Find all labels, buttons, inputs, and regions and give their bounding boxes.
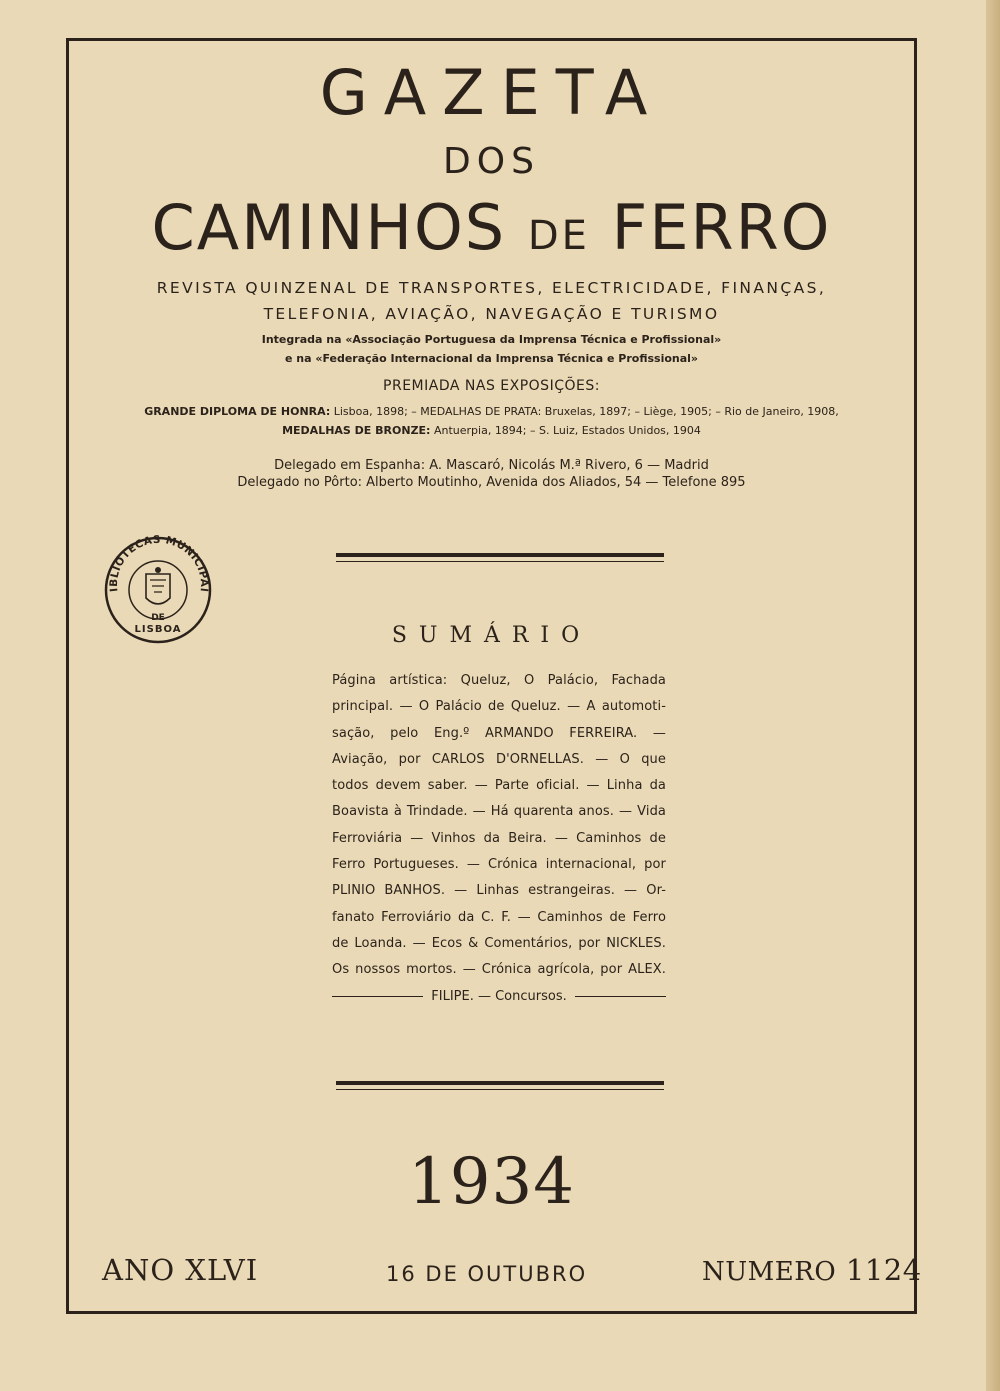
subtitle-line-1: REVISTA QUINZENAL DE TRANSPORTES, ELECTRICIDADE, FINANÇAS, [156, 279, 827, 297]
masthead-word-ferro: FERRO [611, 191, 832, 264]
awards-line-1-text: Lisboa, 1898; – MEDALHAS DE PRATA: Bruxelas, 1897; – Liège, 1905; – Rio de Janeiro, 1908, [333, 405, 839, 418]
summary-line: principal. — O Palácio de Queluz. — A automoti- [332, 699, 666, 715]
summary-heading: SUMÁRIO [391, 623, 592, 648]
summary-line: fanato Ferroviário da C. F. — Caminhos de Ferro [332, 909, 666, 925]
masthead-title-gazeta: GAZETA [319, 56, 664, 129]
issue-date: 16 DE OUTUBRO [386, 1262, 588, 1286]
masthead-word-caminhos: CAMINHOS [151, 191, 507, 264]
summary-line: Página artística: Queluz, O Palácio, Fachada [332, 673, 666, 688]
integration-line-2: e na «Federação Internacional da Imprensa Técnica e Profissional» [284, 352, 699, 365]
summary-line: todos devem saber. — Parte oficial. — Linha da [332, 778, 666, 794]
summary-line: Boavista à Trindade. — Há quarenta anos. — Vida [332, 804, 666, 820]
awards-line-2-text: Antuerpia, 1894; – S. Luiz, Estados Unidos, 1904 [433, 424, 701, 437]
subtitle-line-2: TELEFONIA, AVIAÇÃO, NAVEGAÇÃO E TURISMO [263, 305, 720, 323]
awards-line-1-label: GRANDE DIPLOMA DE HONRA: [144, 405, 331, 418]
summary-body [332, 668, 666, 1010]
rule-bottom-thin [336, 1089, 664, 1090]
stamp-city-text: LISBOA [134, 624, 182, 635]
summary-line: Ferro Portugueses. — Crónica internacional, por [332, 857, 666, 873]
page-edge [986, 0, 1000, 1391]
summary-line: PLINIO BANHOS. — Linhas estrangeiras. — Or- [332, 883, 666, 899]
summary-line: de Loanda. — Ecos & Comentários, por NICKLES. [332, 935, 666, 951]
summary-dash-right [575, 996, 666, 997]
summary-last-text: FILIPE. — Concursos. [431, 988, 567, 1004]
rule-top-thick [336, 553, 664, 557]
issue-year: 1934 [408, 1145, 575, 1219]
issue-number-value: 1124 [845, 1253, 922, 1287]
integration-line-1: Integrada na «Associação Portuguesa da Imprensa Técnica e Profissional» [261, 333, 722, 346]
awards-line-1 [66, 405, 917, 419]
awards-line-2-label: MEDALHAS DE BRONZE: [282, 424, 431, 437]
masthead-title-dos: DOS [443, 141, 540, 182]
awards-line-2 [66, 424, 917, 438]
issue-number [702, 1252, 922, 1290]
summary-line: Os nossos mortos. — Crónica agrícola, por ALEX. [332, 962, 666, 978]
summary-line: Aviação, por CARLOS D'ORNELLAS. — O que [332, 751, 666, 767]
awards-heading: PREMIADA NAS EXPOSIÇÕES: [383, 378, 600, 394]
summary-dash-left [332, 996, 423, 997]
delegate-porto: Delegado no Pôrto: Alberto Moutinho, Avenida dos Aliados, 54 — Telefone 895 [237, 475, 746, 490]
summary-line: Ferroviária — Vinhos da Beira. — Caminhos de [332, 830, 666, 846]
summary-line: sação, pelo Eng.º ARMANDO FERREIRA. — [332, 725, 666, 741]
delegate-spain: Delegado em Espanha: A. Mascaró, Nicolás M.ª Rivero, 6 — Madrid [274, 458, 709, 473]
rule-bottom-thick [336, 1081, 664, 1085]
stamp-arc-text: IBLIOTECAS MUNICIPAI [107, 533, 211, 593]
masthead-word-de: DE [527, 213, 590, 259]
masthead-title-caminhos-de-ferro [66, 190, 917, 274]
summary-last-line [332, 984, 666, 1010]
issue-number-label: NUMERO [702, 1257, 837, 1287]
issue-volume: ANO XLVI [102, 1253, 259, 1287]
stamp-de-text: DE [151, 613, 165, 623]
rule-top-thin [336, 561, 664, 562]
